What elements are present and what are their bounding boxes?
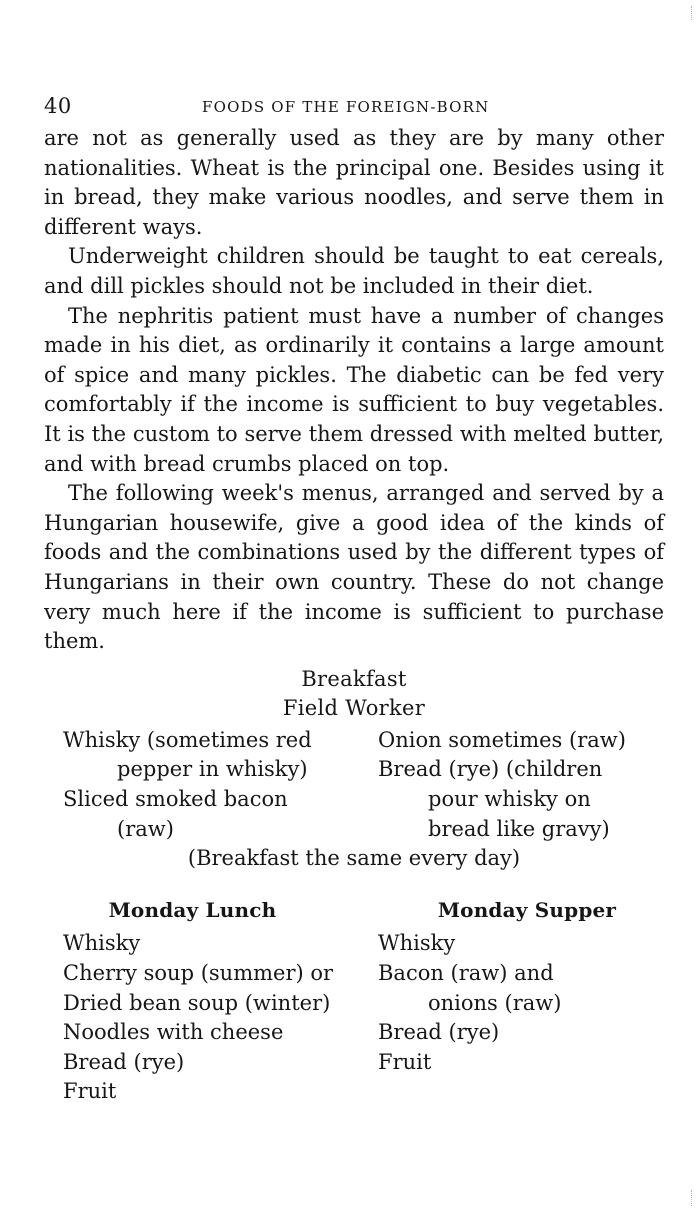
paragraph-underweight-children: Underweight children should be taught to eat cereals, and dill pickles should not be included in their diet. bbox=[44, 244, 664, 298]
lunch-item: Fruit bbox=[63, 1079, 117, 1104]
breakfast-menu bbox=[44, 726, 664, 844]
supper-item: Bread (rye) bbox=[378, 1020, 500, 1045]
monday-supper-column bbox=[356, 896, 664, 1107]
breakfast-item: Onion sometimes (raw) bbox=[378, 727, 626, 752]
lunch-item: Cherry soup (summer) or bbox=[63, 961, 334, 986]
paragraph-weekly-menus: The following week's menus, arranged and served by a Hungarian housewife, give a good idea of the kinds of foods and the combinations used by the different types of Hungarians in their own country. These do not change very much here if the income is sufficient to purchase them. bbox=[44, 481, 664, 654]
breakfast-left-column bbox=[44, 726, 356, 844]
breakfast-item: Sliced smoked bacon bbox=[63, 787, 288, 812]
scan-mark-top bbox=[689, 6, 692, 20]
lunch-item: Dried bean soup (winter) bbox=[63, 990, 331, 1015]
breakfast-heading: Breakfast bbox=[301, 666, 407, 691]
breakfast-item-continued: pepper in whisky) bbox=[117, 757, 308, 782]
breakfast-item: Bread (rye) (children bbox=[378, 757, 603, 782]
breakfast-item: Whisky (sometimes red bbox=[63, 727, 312, 752]
monday-lunch-column bbox=[44, 896, 356, 1107]
running-title: FOODS OF THE FOREIGN-BORN bbox=[202, 98, 490, 116]
breakfast-note: (Breakfast the same every day) bbox=[187, 846, 521, 871]
lunch-item: Noodles with cheese bbox=[63, 1020, 284, 1045]
scan-mark-bottom bbox=[689, 1190, 692, 1206]
field-worker-heading: Field Worker bbox=[282, 696, 426, 721]
breakfast-right-column bbox=[356, 726, 664, 844]
supper-item-continued: onions (raw) bbox=[428, 990, 562, 1015]
supper-item: Whisky bbox=[378, 931, 456, 956]
monday-menus bbox=[44, 896, 664, 1107]
page-content bbox=[44, 90, 664, 1107]
paragraph-nephritis-diabetic: The nephritis patient must have a number of changes made in his diet, as ordinarily it contains a large amount of spice and many pickles. The diabetic can be fed very comfortably if the income is sufficient to buy vegetables. It is the custom to serve them dressed with melted butter, and with bread crumbs placed on top. bbox=[44, 303, 664, 476]
lunch-item: Whisky bbox=[63, 931, 141, 956]
monday-supper-heading: Monday Supper bbox=[437, 897, 617, 922]
lunch-item: Bread (rye) bbox=[63, 1049, 185, 1074]
breakfast-item-continued: bread like gravy) bbox=[428, 816, 610, 841]
monday-lunch-heading: Monday Lunch bbox=[108, 897, 277, 922]
running-head bbox=[44, 90, 664, 124]
page-number: 40 bbox=[44, 94, 72, 118]
paragraph-cereals: are not as generally used as they are by many other nationalities. Wheat is the principal one. Besides using it in bread, they make various noodles, and serve them in different ways. bbox=[44, 126, 664, 239]
supper-item: Bacon (raw) and bbox=[378, 961, 554, 986]
supper-item: Fruit bbox=[378, 1049, 432, 1074]
breakfast-item-continued: pour whisky on bbox=[428, 787, 591, 812]
breakfast-item-continued: (raw) bbox=[117, 816, 174, 841]
